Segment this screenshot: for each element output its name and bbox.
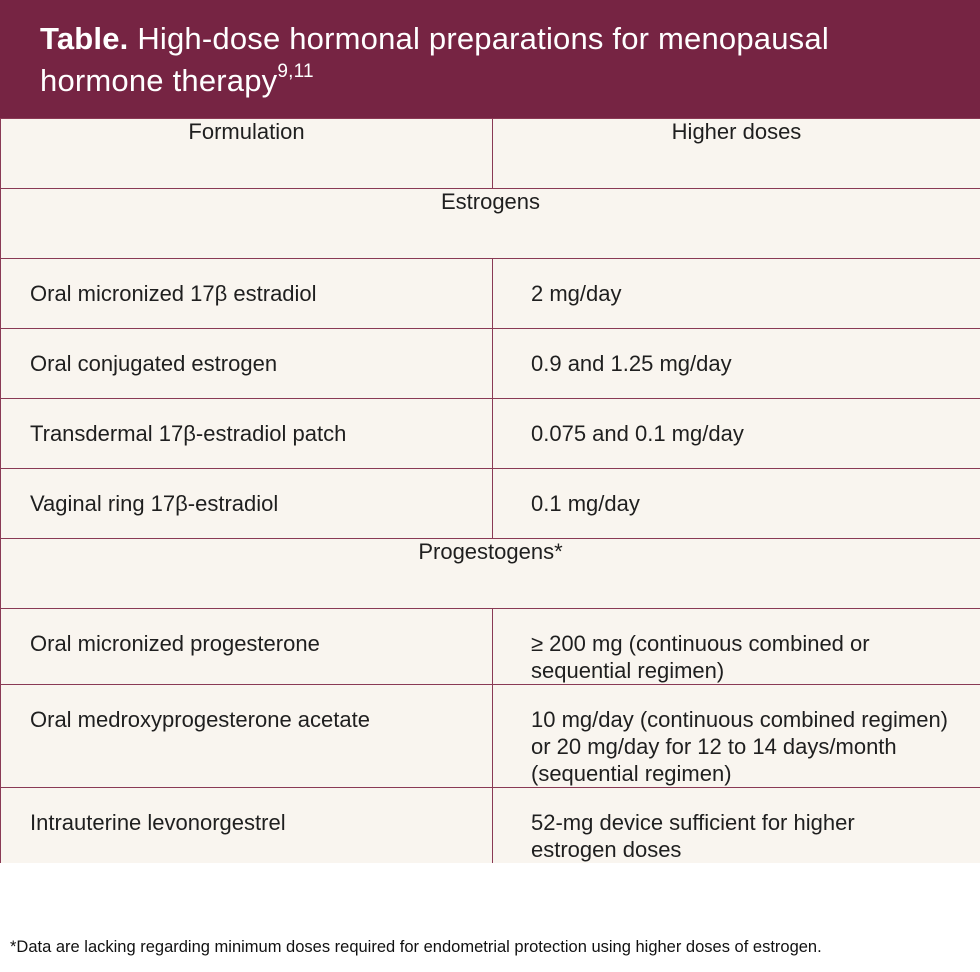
formulation-cell: Oral micronized 17β estradiol <box>1 259 493 329</box>
table-title-line-2 <box>40 60 940 102</box>
header-row <box>1 119 980 189</box>
dose-cell <box>493 259 980 329</box>
dose-line: 0.9 and 1.25 mg/day <box>531 351 732 376</box>
table-row <box>1 685 980 788</box>
table-title-text: High-dose hormonal preparations for menopausal <box>137 21 829 56</box>
formulation-cell: Transdermal 17β-estradiol patch <box>1 399 493 469</box>
formulation-cell: Intrauterine levonorgestrel <box>1 788 493 864</box>
dose-cell <box>493 788 980 864</box>
section-row <box>1 539 980 609</box>
dose-line: ≥ 200 mg (continuous combined or <box>531 631 870 656</box>
dose-line: 2 mg/day <box>531 281 622 306</box>
formulation-cell: Oral micronized progesterone <box>1 609 493 685</box>
dose-line: 52-mg device sufficient for higher <box>531 810 855 835</box>
table-row <box>1 329 980 399</box>
table-title-line-1 <box>40 18 940 60</box>
dose-line: sequential regimen) <box>531 658 725 683</box>
reference-superscript: 9,11 <box>277 61 314 82</box>
dose-cell <box>493 329 980 399</box>
dose-cell <box>493 469 980 539</box>
dose-cell <box>493 609 980 685</box>
dose-cell <box>493 399 980 469</box>
section-row <box>1 189 980 259</box>
formulation-cell: Oral medroxyprogesterone acetate <box>1 685 493 788</box>
column-header-higher-doses: Higher doses <box>493 119 980 189</box>
table-footnote: *Data are lacking regarding minimum doses required for endometrial protection using higher doses of estrogen. <box>10 938 822 956</box>
dose-line: estrogen doses <box>531 837 682 862</box>
table-row <box>1 788 980 864</box>
table-row <box>1 399 980 469</box>
dose-line: 0.075 and 0.1 mg/day <box>531 421 744 446</box>
table-body <box>1 189 980 864</box>
dose-line: or 20 mg/day for 12 to 14 days/month <box>531 734 897 759</box>
table-row <box>1 469 980 539</box>
table-title-banner <box>0 0 980 118</box>
formulation-cell: Vaginal ring 17β-estradiol <box>1 469 493 539</box>
dose-line: 0.1 mg/day <box>531 491 640 516</box>
column-header-formulation: Formulation <box>1 119 493 189</box>
dose-cell <box>493 685 980 788</box>
table-label: Table. <box>40 21 129 56</box>
section-heading: Progestogens* <box>1 539 980 609</box>
table-row <box>1 609 980 685</box>
table-title-text-cont: hormone therapy <box>40 63 278 98</box>
formulation-cell: Oral conjugated estrogen <box>1 329 493 399</box>
dose-table <box>0 118 980 863</box>
table-row <box>1 259 980 329</box>
section-heading: Estrogens <box>1 189 980 259</box>
dose-line: (sequential regimen) <box>531 761 732 786</box>
dose-line: 10 mg/day (continuous combined regimen) <box>531 707 949 732</box>
